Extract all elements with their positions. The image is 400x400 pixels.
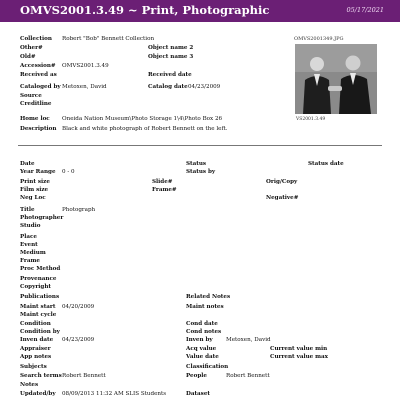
record-title: OMVS2001.3.49 ~ Print, Photographic <box>20 3 270 17</box>
label-appraiser: Appraiser <box>20 346 51 352</box>
label-date: Date <box>20 161 35 167</box>
value-catalog-date: 04/23/2009 <box>188 84 221 90</box>
image-caption: VS2001.3.49 <box>296 117 326 122</box>
label-current-value-min: Current value min <box>270 346 328 352</box>
value-home-loc: Oneida Nation Museum\Photo Storage 1\4\Photo Box 26 <box>62 116 223 122</box>
label-people: People <box>186 373 207 379</box>
label-proc-method: Proc Method <box>20 266 61 272</box>
label-status-by: Status by <box>186 169 216 175</box>
label-studio: Studio <box>20 223 41 229</box>
value-accession: OMVS2001.3.49 <box>62 63 109 69</box>
label-provenance: Provenance <box>20 276 57 282</box>
value-collection: Robert "Bob" Bennett Collection <box>62 36 155 42</box>
label-title: Title <box>20 207 35 213</box>
label-app-notes: App notes <box>20 354 52 360</box>
label-received-date: Received date <box>148 72 192 78</box>
label-collection: Collection <box>20 36 52 42</box>
value-year-range: 0 - 0 <box>62 169 75 175</box>
label-search-terms: Search terms <box>20 373 62 379</box>
label-place: Place <box>20 234 37 240</box>
label-old: Old# <box>20 54 36 60</box>
label-related-notes: Related Notes <box>186 294 231 300</box>
label-maint-notes: Maint notes <box>186 304 224 310</box>
value-cataloged-by: Metoxen, David <box>62 84 107 90</box>
label-source: Source <box>20 93 42 99</box>
label-cond-notes: Cond notes <box>186 329 222 335</box>
label-home-loc: Home loc <box>20 116 50 122</box>
label-photographer: Photographer <box>20 215 64 221</box>
label-film-size: Film size <box>20 187 49 193</box>
label-current-value-max: Current value max <box>270 354 329 360</box>
label-maint-start: Maint start <box>20 304 56 310</box>
value-title: Photograph <box>62 207 96 213</box>
label-received-as: Received as <box>20 72 57 78</box>
label-acq-value: Acq value <box>186 346 217 352</box>
label-frame: Frame <box>20 258 40 264</box>
label-neg-loc: Neg Loc <box>20 195 46 201</box>
label-value-date: Value date <box>186 354 219 360</box>
label-dataset: Dataset <box>186 391 210 397</box>
label-inven-by: Inven by <box>186 337 213 343</box>
label-object-name-3: Object name 3 <box>148 54 194 60</box>
value-updated-by: 08/09/2013 11:32 AM SLIS Students <box>62 391 167 397</box>
value-search-terms: Robert Bennett <box>62 373 106 379</box>
label-event: Event <box>20 242 38 248</box>
label-publications: Publications <box>20 294 60 300</box>
label-cataloged-by: Cataloged by <box>20 84 61 90</box>
image-filename: OMVS2001349.JPG <box>294 36 344 42</box>
label-slide: Slide# <box>152 179 173 185</box>
title-bar <box>0 0 400 22</box>
label-medium: Medium <box>20 250 46 256</box>
value-maint-start: 04/20/2009 <box>62 304 95 310</box>
label-year-range: Year Range <box>20 169 56 175</box>
value-inven-date: 04/23/2009 <box>62 337 95 343</box>
label-maint-cycle: Maint cycle <box>20 312 57 318</box>
label-notes: Notes <box>20 382 39 388</box>
photo-image <box>295 44 377 114</box>
label-frame-number: Frame# <box>152 187 177 193</box>
print-date: 05/17/2021 <box>346 6 384 14</box>
label-updated-by: Updated/by <box>20 391 56 397</box>
label-object-name-2: Object name 2 <box>148 45 194 51</box>
label-description: Description <box>20 126 57 132</box>
label-other: Other# <box>20 45 43 51</box>
value-description: Black and white photograph of Robert Bennett on the left. <box>62 126 228 132</box>
section-divider <box>18 145 382 146</box>
record-photo[interactable] <box>295 44 377 114</box>
label-classification: Classification <box>186 364 229 370</box>
label-inven-date: Inven date <box>20 337 54 343</box>
label-cond-date: Cond date <box>186 321 218 327</box>
label-catalog-date: Catalog date <box>148 84 188 90</box>
label-negative: Negative# <box>266 195 299 201</box>
label-status: Status <box>186 161 207 167</box>
label-accession: Accession# <box>20 63 56 69</box>
label-status-date: Status date <box>308 161 344 167</box>
label-creditline: Creditline <box>20 101 52 107</box>
label-condition: Condition <box>20 321 51 327</box>
label-subjects: Subjects <box>20 364 47 370</box>
value-people: Robert Bennett <box>226 373 270 379</box>
value-inven-by: Metoxen, David <box>226 337 271 343</box>
label-copyright: Copyright <box>20 284 51 290</box>
label-orig-copy: Orig/Copy <box>266 179 298 185</box>
label-print-size: Print size <box>20 179 50 185</box>
label-condition-by: Condition by <box>20 329 60 335</box>
